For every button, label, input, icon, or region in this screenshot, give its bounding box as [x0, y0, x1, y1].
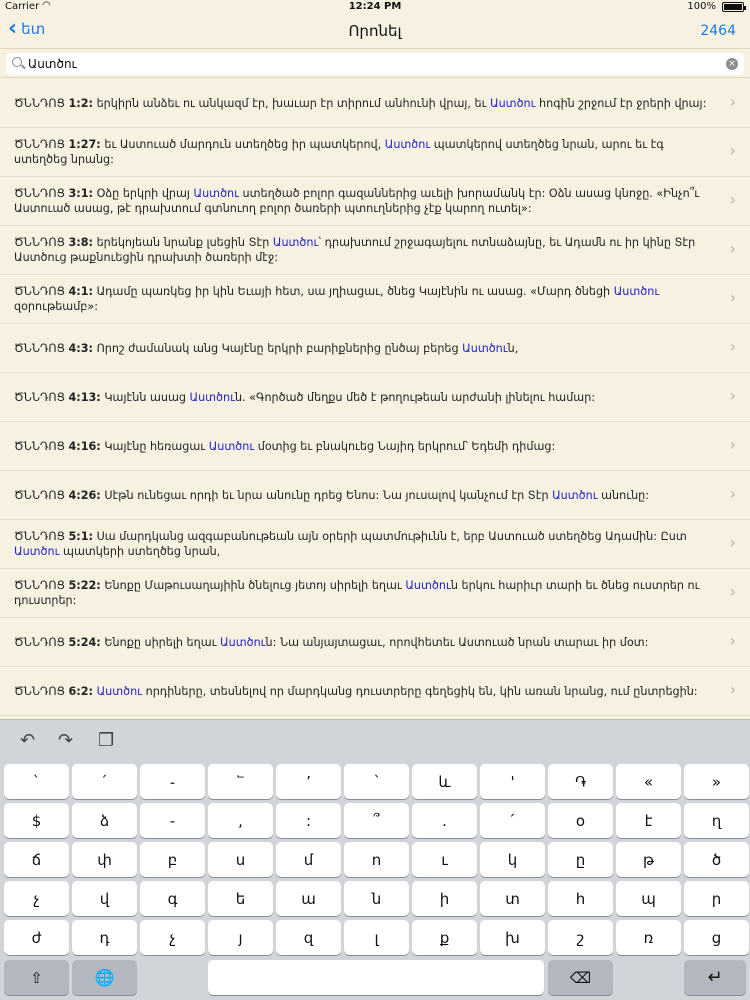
verse-number: 3:8:	[68, 236, 94, 249]
verse-book: ԾՆՆԴՈՑ	[14, 488, 65, 502]
verse-text-after: ն: Նա անյայտացաւ, որովհետեւ Աստուած նրան տարաւ իր մօտ:	[265, 635, 649, 649]
keyboard-key[interactable]: ց	[684, 920, 749, 955]
result-row[interactable]	[0, 471, 750, 520]
search-match: Աստծու	[552, 488, 598, 502]
keyboard-key[interactable]: խ	[480, 920, 545, 955]
keyboard-toolbar	[0, 720, 750, 762]
chevron-right-icon: ›	[729, 631, 736, 650]
verse-text-before: Ադամը պառկեց իր կին Եւայի հետ, սա յղիացաւ, ծնեց Կայէնին ու ասաց. «Մարդ ծնեցի	[93, 285, 614, 298]
keyboard-key[interactable]: շ	[548, 920, 613, 955]
keyboard-key[interactable]: ա	[276, 881, 341, 916]
keyboard-key[interactable]: ՞	[344, 803, 409, 838]
search-match: Աստծու	[272, 236, 319, 249]
keyboard-key[interactable]: ծ	[684, 842, 749, 877]
results-list	[0, 79, 750, 719]
result-row[interactable]	[0, 128, 750, 177]
undo-icon[interactable]: ↶	[20, 730, 36, 751]
verse-book: ԾՆՆԴՈՑ	[14, 439, 65, 453]
search-match: Աստծու	[189, 390, 235, 404]
keyboard-key[interactable]: կ	[480, 842, 545, 877]
verse-text-before: Ենոքը Մաթուսաղայիին ծնելուց յետոյ սիրելի եղաւ	[100, 579, 406, 592]
search-bar	[0, 48, 750, 78]
keyboard-key[interactable]: պ	[616, 881, 681, 916]
verse-text-after: ՝ դրախտում շրջագայելու ոտնաձայնը, եւ Ադամն ու իր կինը Տէր Աստծուց թաքնուեցին դրախտի ծառերի մէջ:	[14, 236, 696, 264]
chevron-right-icon: ›	[729, 288, 736, 307]
verse-book: ԾՆՆԴՈՑ	[14, 635, 65, 649]
keyboard-key[interactable]: ք	[412, 920, 477, 955]
keyboard-key[interactable]: ւ	[412, 842, 477, 877]
verse-text-after: պատկերով ստեղծեց նրան, արու եւ էգ ստեղծեց նրանց:	[14, 138, 664, 166]
keyboard-key[interactable]: վ	[72, 881, 137, 916]
result-row[interactable]	[0, 226, 750, 275]
verse-number: 4:1:	[68, 285, 94, 298]
verse-text-before: Կայէնն ասաց	[100, 390, 190, 404]
result-text	[14, 341, 518, 356]
search-match: Աստծու	[220, 635, 266, 649]
keyboard-key[interactable]: զ	[276, 920, 341, 955]
search-match: Աստծու	[462, 341, 508, 355]
keyboard-key[interactable]: .	[412, 803, 477, 838]
keyboard-key[interactable]: '	[480, 764, 545, 799]
keyboard-key[interactable]: ը	[548, 842, 613, 877]
verse-number: 5:22:	[68, 579, 101, 592]
shift-key[interactable]: ⇧	[4, 960, 69, 995]
keyboard-key[interactable]: դ	[72, 920, 137, 955]
keyboard-key[interactable]: ՛	[72, 764, 137, 799]
verse-text-after: անունը:	[597, 488, 650, 502]
verse-text-before: եւ Աստուած մարդուն ստեղծեց իր պատկերով,	[100, 138, 385, 151]
verse-number: 6:2:	[68, 684, 94, 698]
result-text	[14, 578, 710, 608]
verse-text-after: ն. «Գործած մեղքս մեծ է թողութեան արժանի լինելու համար:	[234, 390, 596, 404]
verse-book: ԾՆՆԴՈՑ	[14, 684, 65, 698]
result-row[interactable]	[0, 520, 750, 569]
keyboard-key[interactable]: և	[412, 764, 477, 799]
verse-number: 4:16:	[68, 439, 101, 453]
verse-book: ԾՆՆԴՈՑ	[14, 96, 65, 110]
verse-number: 4:26:	[68, 488, 101, 502]
verse-text-before: Ենոքը սիրելի եղաւ	[100, 635, 221, 649]
chevron-right-icon: ›	[729, 190, 736, 209]
search-match: Աստծու	[384, 138, 431, 151]
keyboard-key[interactable]: հ	[548, 881, 613, 916]
keyboard-key[interactable]: :	[276, 803, 341, 838]
battery-fill	[724, 4, 742, 10]
verse-text-before: երեկոյեան նրանք լսեցին Տէր	[93, 236, 273, 249]
verse-number: 5:1:	[68, 530, 94, 543]
search-match: Աստծու	[405, 579, 451, 592]
verse-text-before: Սէթն ունեցաւ որդի եւ նրա անունը դրեց Ենոս: Նա յուսալով կանչում էր Տէր	[100, 488, 553, 502]
verse-text-before: Սա մարդկանց ազգաբանութեան այն օրերի պատմութիւնն է, երբ Աստուած ստեղծեց Ադամին: Ըստ	[93, 530, 687, 543]
chevron-right-icon: ›	[729, 435, 736, 454]
keyboard-key[interactable]: ղ	[684, 803, 749, 838]
keyboard-key[interactable]: օ	[548, 803, 613, 838]
clear-icon[interactable]: ×	[726, 58, 738, 70]
keyboard-key[interactable]: `	[4, 764, 69, 799]
verse-text-after: պատկերի ստեղծեց նրան,	[59, 545, 221, 558]
verse-number: 4:3:	[68, 341, 94, 355]
result-text	[14, 684, 698, 699]
keyboard-key[interactable]: ,	[208, 803, 273, 838]
verse-number: 5:24:	[68, 635, 101, 649]
verse-book: ԾՆՆԴՈՑ	[14, 530, 65, 543]
keyboard	[0, 719, 750, 1000]
wifi-icon: ◠	[42, 0, 51, 11]
status-bar	[0, 0, 750, 14]
search-match: Աստծու	[14, 545, 60, 558]
keyboard-key[interactable]: տ	[480, 881, 545, 916]
verse-text-before: Կայէնը հեռացաւ	[100, 439, 209, 453]
page-title: Որոնել	[348, 22, 402, 40]
keyboard-key[interactable]: ռ	[616, 920, 681, 955]
chevron-right-icon: ›	[729, 582, 736, 601]
verse-book: ԾՆՆԴՈՑ	[14, 236, 65, 249]
keyboard-key[interactable]: մ	[276, 842, 341, 877]
space-key[interactable]	[208, 960, 544, 995]
verse-number: 4:13:	[68, 390, 101, 404]
chevron-right-icon: ›	[729, 239, 736, 258]
verse-book: ԾՆՆԴՈՑ	[14, 341, 65, 355]
keyboard-key[interactable]: է	[616, 803, 681, 838]
status-time: 12:24 PM	[348, 1, 402, 12]
keyboard-key[interactable]: ժ	[4, 920, 69, 955]
keyboard-key[interactable]: ի	[412, 881, 477, 916]
keyboard-key[interactable]: «	[616, 764, 681, 799]
keyboard-key[interactable]: ո	[344, 842, 409, 877]
search-match: Աստծու	[193, 187, 239, 200]
verse-book: ԾՆՆԴՈՑ	[14, 187, 65, 200]
keyboard-key[interactable]: չ	[4, 881, 69, 916]
search-icon	[12, 57, 22, 67]
battery-icon	[722, 2, 744, 12]
verse-text-before: Օձը երկրի վրայ	[93, 187, 194, 200]
verse-book: ԾՆՆԴՈՑ	[14, 138, 65, 151]
verse-text-after: հոգին շրջում էր ջրերի վրայ:	[535, 96, 707, 110]
chevron-right-icon: ›	[729, 386, 736, 405]
result-text	[14, 284, 710, 314]
result-text	[14, 439, 555, 454]
search-input[interactable]	[28, 55, 718, 73]
chevron-right-icon: ›	[729, 484, 736, 503]
search-match: Աստծու	[96, 684, 143, 698]
keyboard-key[interactable]: ն	[344, 881, 409, 916]
result-row[interactable]	[0, 275, 750, 324]
verse-number: 1:2:	[68, 96, 94, 110]
result-text	[14, 137, 710, 167]
keyboard-key[interactable]: ե	[208, 881, 273, 916]
verse-text-after: զօրութեամբ»:	[14, 300, 99, 313]
result-row[interactable]	[0, 79, 750, 128]
globe-key[interactable]	[72, 960, 137, 995]
verse-book: ԾՆՆԴՈՑ	[14, 285, 65, 298]
paste-icon[interactable]: ❐	[98, 730, 115, 751]
result-row[interactable]	[0, 667, 750, 716]
verse-number: 1:27:	[68, 138, 101, 151]
carrier-label: Carrier	[5, 1, 40, 12]
verse-text-after: ն երկու հարիւր տարի եւ ծնեց ուստրեր ու դուստրեր:	[14, 579, 700, 607]
result-text	[14, 529, 710, 559]
result-text	[14, 390, 595, 405]
keyboard-key[interactable]: ֊	[140, 764, 205, 799]
keyboard-key[interactable]: ճ	[4, 842, 69, 877]
keyboard-key[interactable]: լ	[344, 920, 409, 955]
keyboard-key[interactable]: »	[684, 764, 749, 799]
result-text	[14, 186, 710, 216]
result-row[interactable]	[0, 422, 750, 471]
delete-key[interactable]: ⌫	[548, 960, 613, 995]
result-row[interactable]	[0, 373, 750, 422]
keyboard-key[interactable]: յ	[208, 920, 273, 955]
verse-text-before: Որոշ ժամանակ անց Կայէնը երկրի բարիքներից ընծայ բերեց	[93, 341, 463, 355]
result-text	[14, 235, 710, 265]
search-match: Աստծու	[208, 439, 255, 453]
result-row[interactable]	[0, 324, 750, 373]
result-row[interactable]	[0, 177, 750, 226]
keyboard-key[interactable]: գ	[140, 881, 205, 916]
keyboard-key[interactable]: ձ	[72, 803, 137, 838]
result-text	[14, 96, 706, 111]
verse-text-after: ն,	[507, 341, 519, 355]
search-match: Աստծու	[490, 96, 536, 110]
chevron-right-icon: ›	[729, 533, 736, 552]
result-text	[14, 635, 648, 650]
keyboard-key[interactable]: թ	[616, 842, 681, 877]
verse-text-after: ստեղծած բոլոր գազաններից աւելի խորամանկ էր: Օձն ասաց կնոջը. «Ինչո՞ւ Աստուած ասաց, թէ դրախտում գտնուող բոլոր ծառերի պտուղներից չէք կարող ուտել»:	[14, 187, 700, 215]
redo-icon[interactable]: ↷	[58, 730, 74, 751]
chevron-right-icon: ›	[729, 92, 736, 111]
search-match: Աստծու	[613, 285, 660, 298]
keyboard-key[interactable]: -	[140, 803, 205, 838]
keyboard-key[interactable]: ՝	[344, 764, 409, 799]
chevron-right-icon: ›	[729, 680, 736, 699]
verse-text-after: որդիները, տեսնելով որ մարդկանց դուստրերը գեղեցիկ են, կին առան նրանց, ում ընտրեցին:	[142, 684, 698, 698]
result-text	[14, 488, 649, 503]
globe-icon: 🌐	[94, 968, 115, 987]
verse-text-after: մօտից եւ բնակուեց Նայիդ երկրում՝ Եդեմի դիմաց:	[254, 439, 556, 453]
chevron-right-icon: ›	[729, 141, 736, 160]
keyboard-key[interactable]: ս	[208, 842, 273, 877]
result-row[interactable]	[0, 569, 750, 618]
result-row[interactable]	[0, 618, 750, 667]
verse-book: ԾՆՆԴՈՑ	[14, 579, 65, 592]
verse-book: ԾՆՆԴՈՑ	[14, 390, 65, 404]
chevron-left-icon: ‹	[8, 16, 18, 41]
keyboard-key[interactable]: ֏	[548, 764, 613, 799]
keyboard-key[interactable]: ՟	[208, 764, 273, 799]
verse-text-before: երկիրն անձեւ ու անկազմ էր, խաւար էր տիրում անհունի վրայ, եւ	[93, 96, 491, 110]
keyboard-key[interactable]: ՛	[480, 803, 545, 838]
keyboard-key[interactable]: բ	[140, 842, 205, 877]
result-count[interactable]: 2464	[700, 23, 736, 39]
return-key[interactable]: ↵	[684, 960, 746, 995]
keyboard-key[interactable]: ր	[684, 881, 749, 916]
keyboard-key[interactable]: չ	[140, 920, 205, 955]
navigation-bar	[0, 14, 750, 48]
chevron-right-icon: ›	[729, 337, 736, 356]
search-box[interactable]	[6, 53, 744, 75]
keyboard-key[interactable]: ՚	[276, 764, 341, 799]
verse-number: 3:1:	[68, 187, 94, 200]
keyboard-key[interactable]: փ	[72, 842, 137, 877]
battery-percentage: 100%	[687, 1, 716, 12]
keyboard-key[interactable]: $	[4, 803, 69, 838]
back-label: ետ	[21, 20, 46, 38]
